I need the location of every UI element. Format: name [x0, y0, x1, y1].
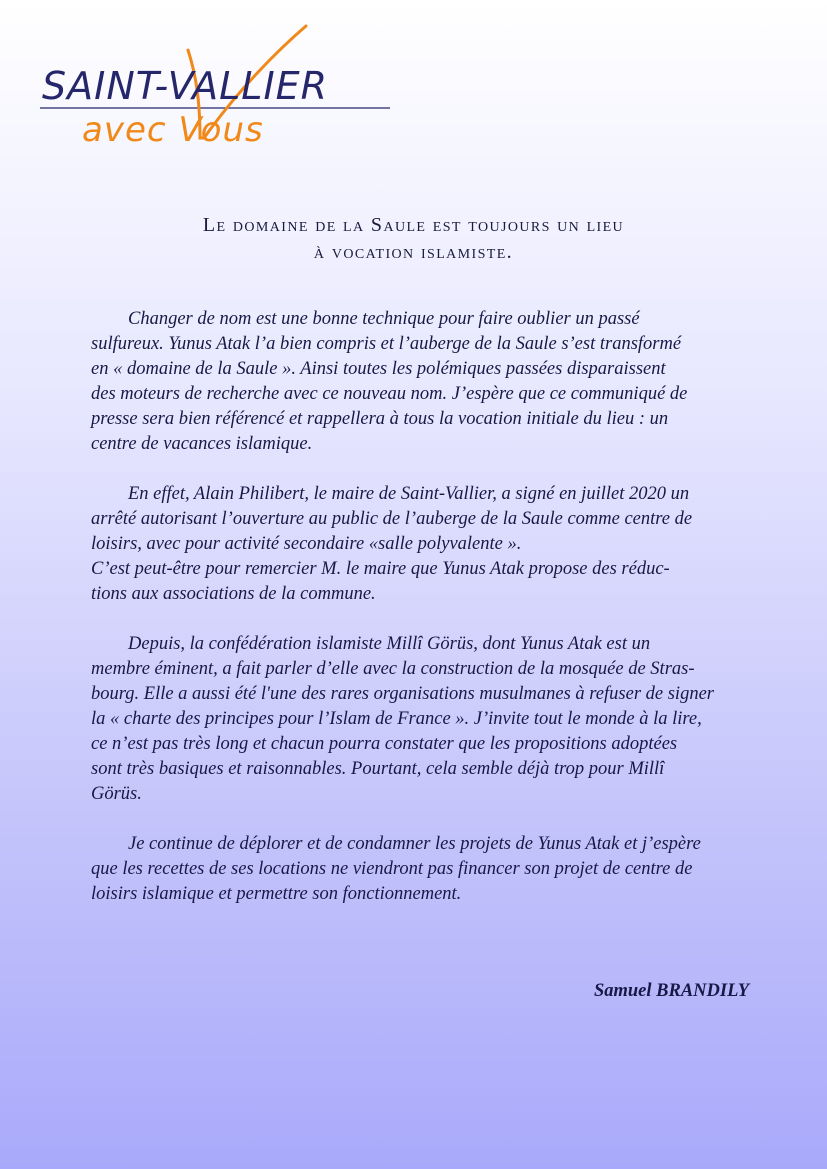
paragraph-line: sulfureux. Yunus Atak l’a bien compris et l’auberge de la Saule s’est transformé: [91, 334, 682, 354]
paragraph-line: sont très basiques et raisonnables. Pourtant, cela semble déjà trop pour Millî: [91, 759, 665, 779]
logo-name: SAINT-VALLIER: [42, 64, 329, 108]
paragraph-line: en « domaine de la Saule ». Ainsi toutes les polémiques passées disparaissent: [91, 359, 666, 379]
logo: [38, 20, 398, 150]
paragraph-line: des moteurs de recherche avec ce nouveau nom. J’espère que ce communiqué de: [91, 384, 688, 404]
page-title: [0, 212, 827, 266]
paragraph-2: [91, 482, 751, 607]
title-line-1: Le domaine de la Saule est toujours un lieu: [202, 214, 625, 236]
paragraph-line: centre de vacances islamique.: [91, 434, 313, 454]
paragraph-4: [91, 832, 751, 907]
logo-tagline: avec Vous: [82, 110, 264, 150]
paragraph-line: presse sera bien référencé et rappellera à tous la vocation initiale du lieu : un: [91, 409, 669, 429]
title-line-2: à vocation islamiste.: [313, 241, 514, 263]
paragraph-line: Görüs.: [91, 784, 142, 804]
paragraph-line: bourg. Elle a aussi été l'une des rares organisations musulmanes à refuser de signer: [91, 684, 714, 704]
paragraph-line: que les recettes de ses locations ne viendront pas financer son projet de centre de: [91, 859, 693, 879]
paragraph-line: loisirs islamique et permettre son fonctionnement.: [91, 884, 462, 904]
paragraph-line: la « charte des principes pour l’Islam de France ». J’invite tout le monde à la lire,: [91, 709, 702, 729]
paragraph-line: Je continue de déplorer et de condamner les projets de Yunus Atak et j’espère: [128, 834, 701, 854]
paragraph-line: loisirs, avec pour activité secondaire «salle polyvalente ».: [91, 534, 522, 554]
paragraph-line: C’est peut-être pour remercier M. le maire que Yunus Atak propose des réduc-: [91, 559, 670, 579]
signature: Samuel BRANDILY: [593, 981, 749, 1001]
paragraph-line: Depuis, la confédération islamiste Millî Görüs, dont Yunus Atak est un: [128, 634, 651, 654]
paragraph-line: Changer de nom est une bonne technique pour faire oublier un passé: [128, 309, 640, 329]
paragraph-1: [91, 307, 751, 457]
paragraph-line: membre éminent, a fait parler d’elle avec la construction de la mosquée de Stras-: [91, 659, 695, 679]
paragraph-line: tions aux associations de la commune.: [91, 584, 376, 604]
article-body: [91, 307, 751, 932]
paragraph-line: arrêté autorisant l’ouverture au public de l’auberge de la Saule comme centre de: [91, 509, 693, 529]
paragraph-line: En effet, Alain Philibert, le maire de Saint-Vallier, a signé en juillet 2020 un: [128, 484, 690, 504]
paragraph-line: ce n’est pas très long et chacun pourra constater que les propositions adoptées: [91, 734, 678, 754]
paragraph-3: [91, 632, 751, 807]
